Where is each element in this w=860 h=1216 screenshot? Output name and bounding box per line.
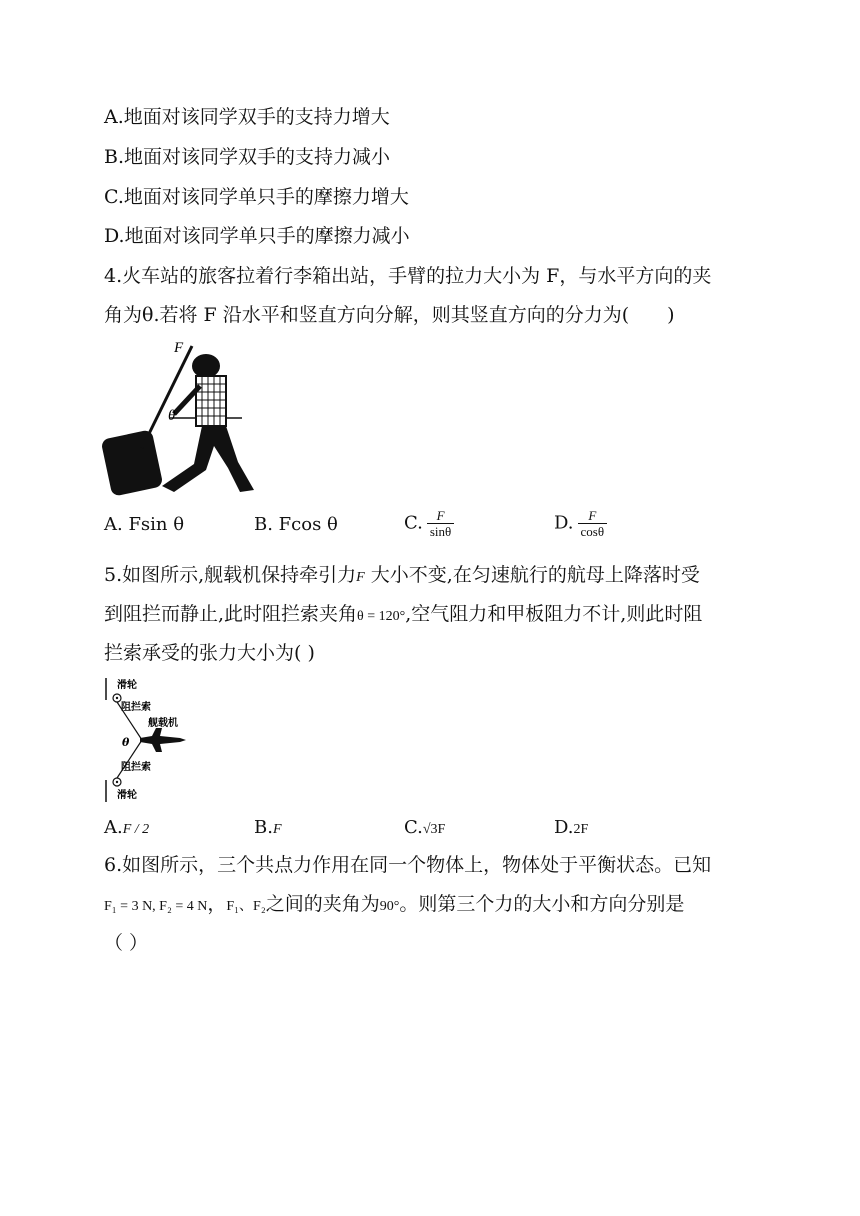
plane-label: 舰载机 [148,718,178,729]
q6-stem-line1: 6.如图所示，三个共点力作用在同一个物体上，物体处于平衡状态。已知 [104,854,712,876]
q5-stem-line2: 到阻拦而静止,此时阻拦索夹角θ = 120°,空气阻力和甲板阻力不计,则此时阻 [104,603,703,625]
q4-option-d: D. $\frac{F}{\cos\theta}$ [554,508,607,539]
head-shape [192,354,220,378]
pulley-top-label: 滑轮 [117,680,137,691]
q4-stem-line1: 4.火车站的旅客拉着行李箱出站，手臂的拉力大小为 F，与水平方向的夹 [104,265,712,287]
legs-shape [162,426,254,492]
q6-stem-line2: F₁ = 3 N, F₂ = 4 N，F₁、F₂之间的夹角为90°。则第三个力的大小和方向分别是 [104,893,685,915]
plane-shape [140,728,186,752]
suitcase-traveler-figure [102,336,260,496]
force-label: F [174,340,184,356]
carrier-plane-figure [104,676,194,804]
q5-option-b: B.F [254,817,282,838]
q4-stem-line2: 角为θ.若将 F 沿水平和竖直方向分解，则其竖直方向的分力为( ) [104,304,675,326]
q3-option-a: A.地面对该同学双手的支持力增大 [104,106,390,128]
q4-option-d-fraction: $\frac{F}{\cos\theta}$ [578,508,608,539]
q3-option-b: B.地面对该同学双手的支持力减小 [104,146,391,168]
q5-option-a: A.F / 2 [104,817,150,838]
force-line [142,346,192,448]
q5-stem-line3: 拦索承受的张力大小为( ) [104,642,315,664]
q5-stem-line1: 5.如图所示,舰载机保持牵引力F 大小不变,在匀速航行的航母上降落时受 [104,564,700,586]
angle-label: θ [122,736,130,749]
angle-label: θ [168,408,176,424]
q4-option-b: B. Fcos θ [254,514,338,535]
cable-top-label: 阻拦索 [121,702,151,713]
q4-option-c-fraction: $\frac{F}{\sin\theta}$ [427,508,454,539]
q5-option-c: C.√3F [404,817,446,838]
q4-option-c: C. $\frac{F}{\sin\theta}$ [404,508,454,539]
q4-option-a: A. Fsin θ [104,514,185,535]
cable-bottom-label: 阻拦索 [121,762,151,773]
q6-stem-line3: （ ） [104,932,149,954]
pulley-bottom-label: 滑轮 [117,790,137,801]
q3-option-d: D.地面对该同学单只手的摩擦力减小 [104,225,410,247]
q3-option-c: C.地面对该同学单只手的摩擦力增大 [104,186,409,208]
q5-option-d: D.2F [554,817,589,838]
suitcase-shape [102,429,163,496]
